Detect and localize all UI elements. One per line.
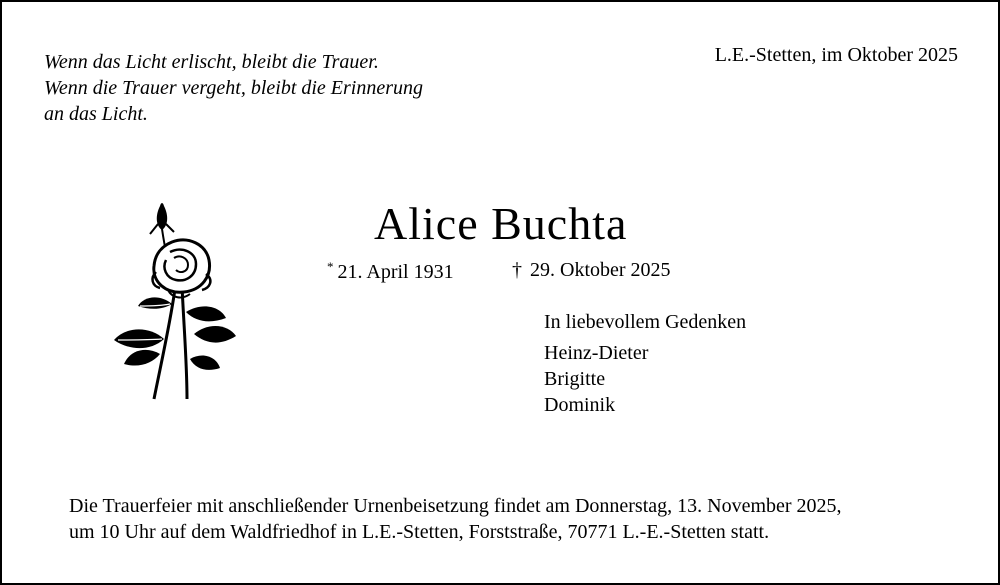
birth-date-line [327, 259, 454, 284]
memorial-poem [44, 49, 423, 127]
ceremony-info [69, 493, 842, 545]
death-date-line [512, 259, 671, 282]
poem-line: Wenn das Licht erlischt, bleibt die Trauer. [44, 51, 379, 73]
place-and-date: L.E.-Stetten, im Oktober 2025 [714, 44, 958, 66]
birth-date: 21. April 1931 [337, 261, 454, 283]
birth-star-icon: * [327, 259, 334, 274]
poem-line: Wenn die Trauer vergeht, bleibt die Erinnerung [44, 77, 424, 99]
family-member: Heinz-Dieter [544, 342, 649, 364]
family-member: Dominik [544, 394, 616, 416]
deceased-name: Alice Buchta [374, 198, 628, 249]
death-date: 29. Oktober 2025 [530, 259, 671, 281]
ceremony-line: Die Trauerfeier mit anschließender Urnenbeisetzung findet am Donnerstag, 13. November 2025, [69, 495, 842, 517]
death-cross-icon: † [512, 259, 522, 281]
poem-line: an das Licht. [44, 103, 148, 125]
remembrance-block [544, 309, 746, 418]
rose-icon [110, 194, 245, 416]
remembrance-heading: In liebevollem Gedenken [544, 311, 747, 333]
family-member: Brigitte [544, 368, 606, 390]
ceremony-line: um 10 Uhr auf dem Waldfriedhof in L.E.-Stetten, Forststraße, 70771 L.-E.-Stetten statt. [69, 521, 770, 543]
